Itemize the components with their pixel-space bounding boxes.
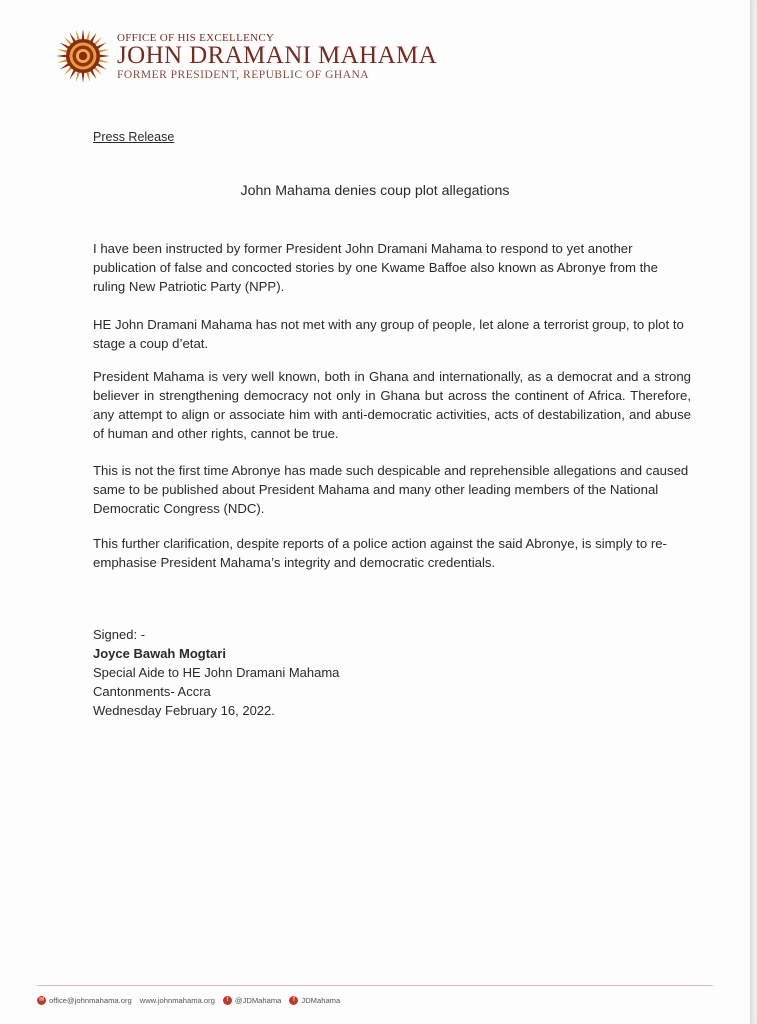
seal-ray bbox=[86, 71, 90, 82]
footer-website[interactable] bbox=[140, 996, 215, 1005]
signature-date: Wednesday February 16, 2022. bbox=[93, 703, 275, 718]
footer-email-text: office@johnmahama.org bbox=[49, 996, 132, 1005]
seal-ray bbox=[82, 72, 85, 83]
headline: John Mahama denies coup plot allegations bbox=[240, 183, 510, 199]
seal-ray bbox=[76, 71, 80, 82]
twitter-icon: t bbox=[223, 996, 232, 1005]
seal-ray bbox=[98, 49, 109, 53]
seal-ray bbox=[82, 29, 85, 40]
facebook-icon: f bbox=[289, 996, 298, 1005]
seal-ray bbox=[86, 30, 90, 41]
paragraph-5: This further clarification, despite reports of a police action against the said Abronye, is simply to re-emphasise President Mahama’s integrity and democratic credentials. bbox=[93, 536, 667, 570]
signed-label: Signed: - bbox=[93, 627, 146, 642]
footer-facebook-text: JDMahama bbox=[301, 996, 341, 1005]
signer-role: Special Aide to HE John Dramani Mahama bbox=[93, 665, 340, 680]
seal-ray bbox=[57, 49, 68, 53]
letterhead bbox=[117, 32, 437, 82]
footer-facebook[interactable] bbox=[289, 996, 340, 1005]
footer-email[interactable] bbox=[37, 996, 132, 1005]
footer-divider bbox=[37, 985, 713, 986]
letterhead-title: FORMER PRESIDENT, REPUBLIC OF GHANA bbox=[117, 69, 370, 81]
footer-twitter-text: @JDMahama bbox=[234, 996, 282, 1005]
footer-twitter[interactable] bbox=[223, 996, 282, 1005]
footer-website-text: www.johnmahama.org bbox=[139, 996, 215, 1005]
paragraph-2: HE John Dramani Mahama has not met with any group of people, let alone a terrorist group, to plot to stage a coup d’etat. bbox=[93, 317, 684, 351]
office-line: OFFICE OF HIS EXCELLENCY bbox=[117, 32, 275, 44]
signer-name: Joyce Bawah Mogtari bbox=[93, 646, 226, 661]
signature-block bbox=[93, 625, 339, 720]
signer-location: Cantonments- Accra bbox=[93, 684, 211, 699]
footer bbox=[37, 996, 348, 1005]
seal-ray bbox=[99, 55, 110, 58]
seal-ray bbox=[98, 59, 109, 63]
sunburst-seal-icon bbox=[55, 28, 111, 84]
seal-ray bbox=[56, 55, 67, 58]
paragraph-1: I have been instructed by former President John Dramani Mahama to respond to yet another publication of false and concocted stories by one Kwame Baffoe also known as Abronye from the ruling New Patriotic Party (NPP). bbox=[93, 241, 658, 294]
letterhead-name: JOHN DRAMANI MAHAMA bbox=[117, 42, 438, 69]
paragraph-3: President Mahama is very well known, both in Ghana and internationally, as a democrat and a strong believer in strengthening democracy not only in Ghana but across the continent of Africa. Therefore, any attempt to align or associate him with anti-democratic activities, acts of destabilization, and abuse of human and other rights, cannot be true. bbox=[93, 369, 691, 441]
press-release-label: Press Release bbox=[93, 130, 175, 144]
paragraph-4: This is not the first time Abronye has made such despicable and reprehensible allegations and caused same to be published about President Mahama and many other leading members of the National Democratic Congress (NDC). bbox=[93, 463, 689, 516]
email-icon: ✉ bbox=[38, 997, 45, 1003]
seal-ray bbox=[57, 59, 68, 63]
seal-ray bbox=[76, 30, 80, 41]
